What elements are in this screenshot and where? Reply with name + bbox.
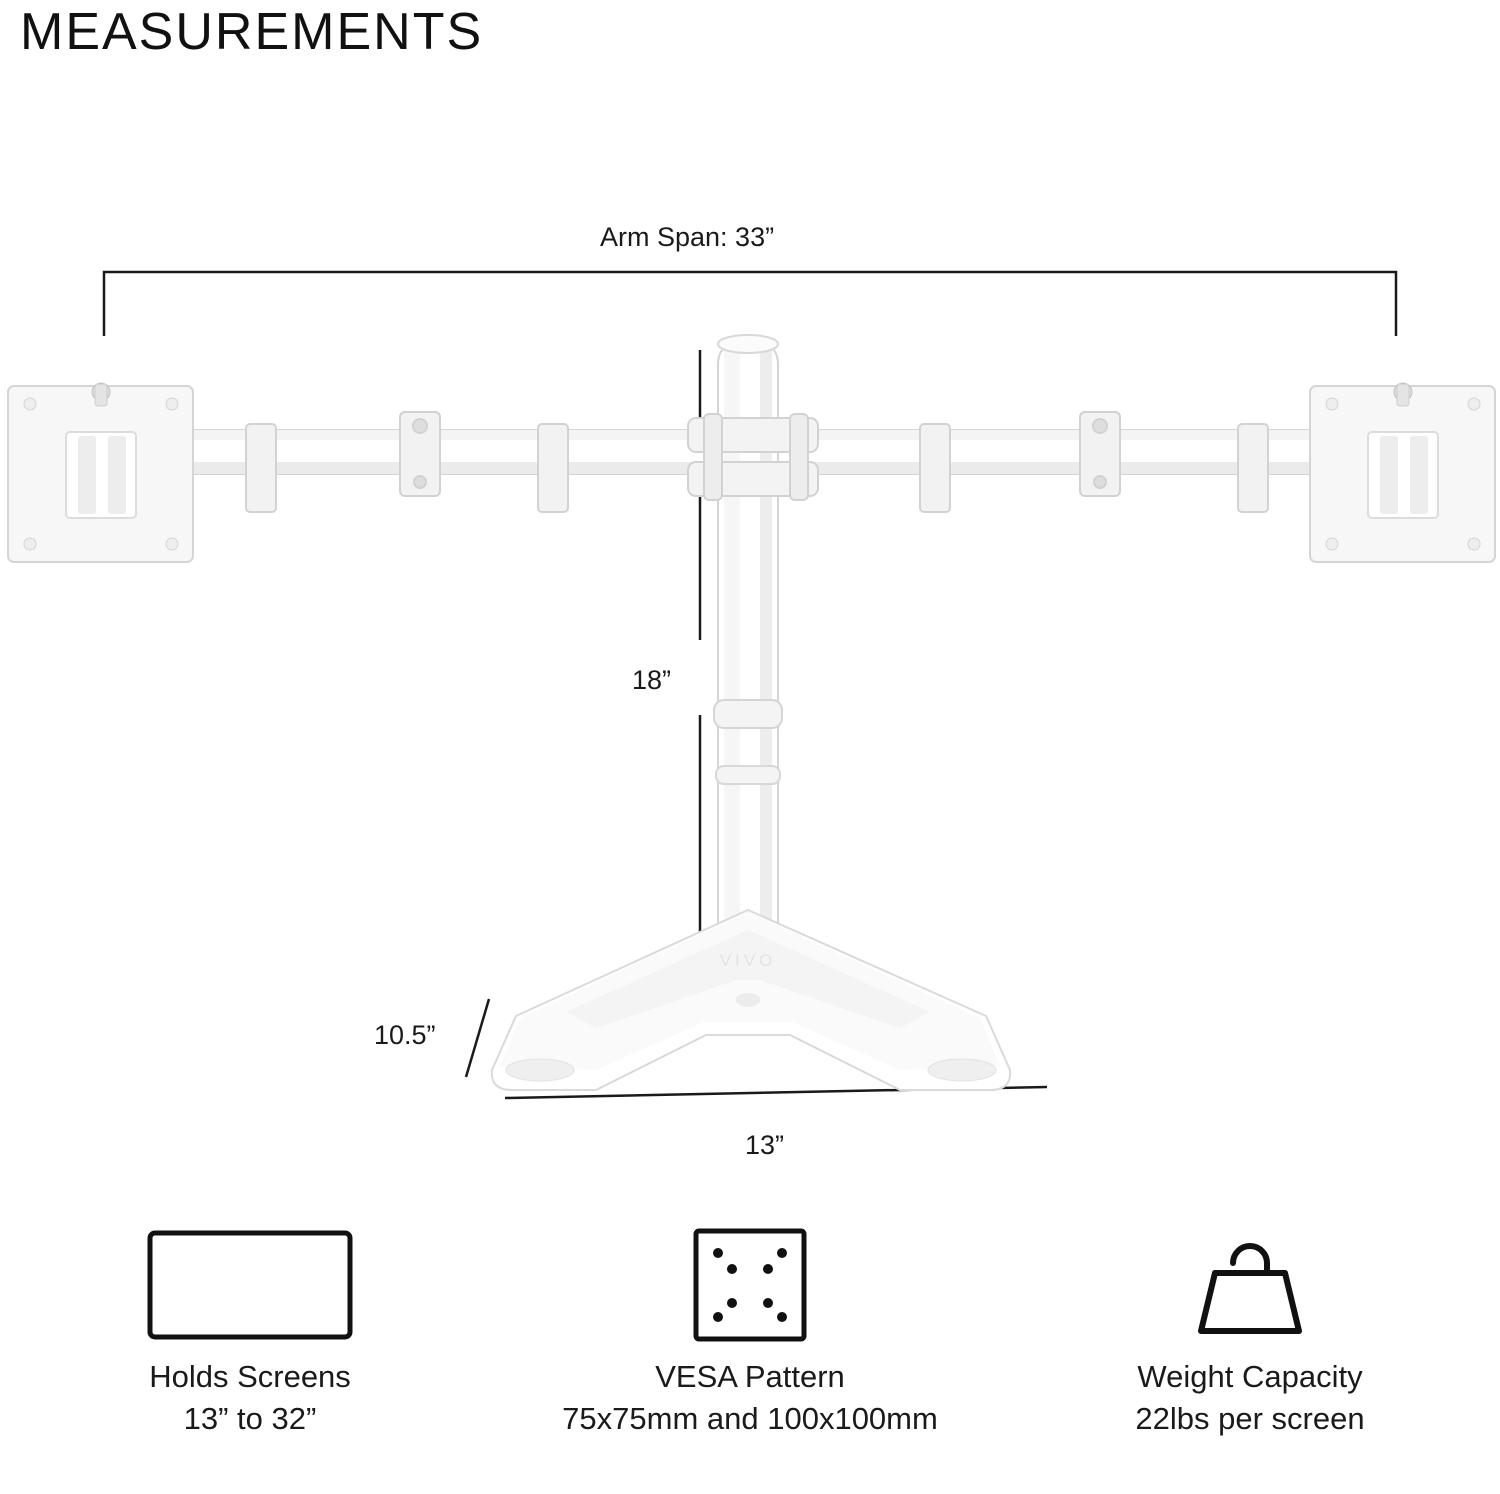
monitor-icon — [145, 1225, 355, 1345]
left-vesa-plate — [8, 383, 193, 562]
feature-subtitle: 22lbs per screen — [1135, 1401, 1365, 1436]
monitor-stand-illustration — [8, 335, 1495, 1090]
height-label: 18” — [632, 665, 672, 695]
feature-row — [0, 1225, 1500, 1490]
vesa-pattern-icon — [690, 1225, 810, 1345]
page-title: MEASUREMENTS — [20, 3, 484, 61]
feature-title: Weight Capacity — [1137, 1359, 1363, 1394]
feature-holds-screens — [15, 1225, 485, 1437]
feature-title: VESA Pattern — [655, 1359, 845, 1394]
depth-dimension — [466, 999, 489, 1077]
right-vesa-plate — [1310, 383, 1495, 562]
depth-label: 10.5” — [374, 1020, 436, 1050]
svg-text:VIVO: VIVO — [719, 951, 777, 970]
feature-subtitle: 75x75mm and 100x100mm — [562, 1401, 938, 1436]
arm-span-label: Arm Span: 33” — [600, 222, 775, 252]
feature-vesa-pattern — [515, 1225, 985, 1437]
feature-title: Holds Screens — [149, 1359, 351, 1394]
weight-icon — [1185, 1225, 1315, 1345]
base — [492, 910, 1010, 1090]
feature-subtitle: 13” to 32” — [183, 1401, 317, 1436]
feature-weight-capacity — [1015, 1225, 1485, 1437]
arm-span-dimension — [104, 272, 1396, 336]
width-label: 13” — [745, 1130, 785, 1160]
